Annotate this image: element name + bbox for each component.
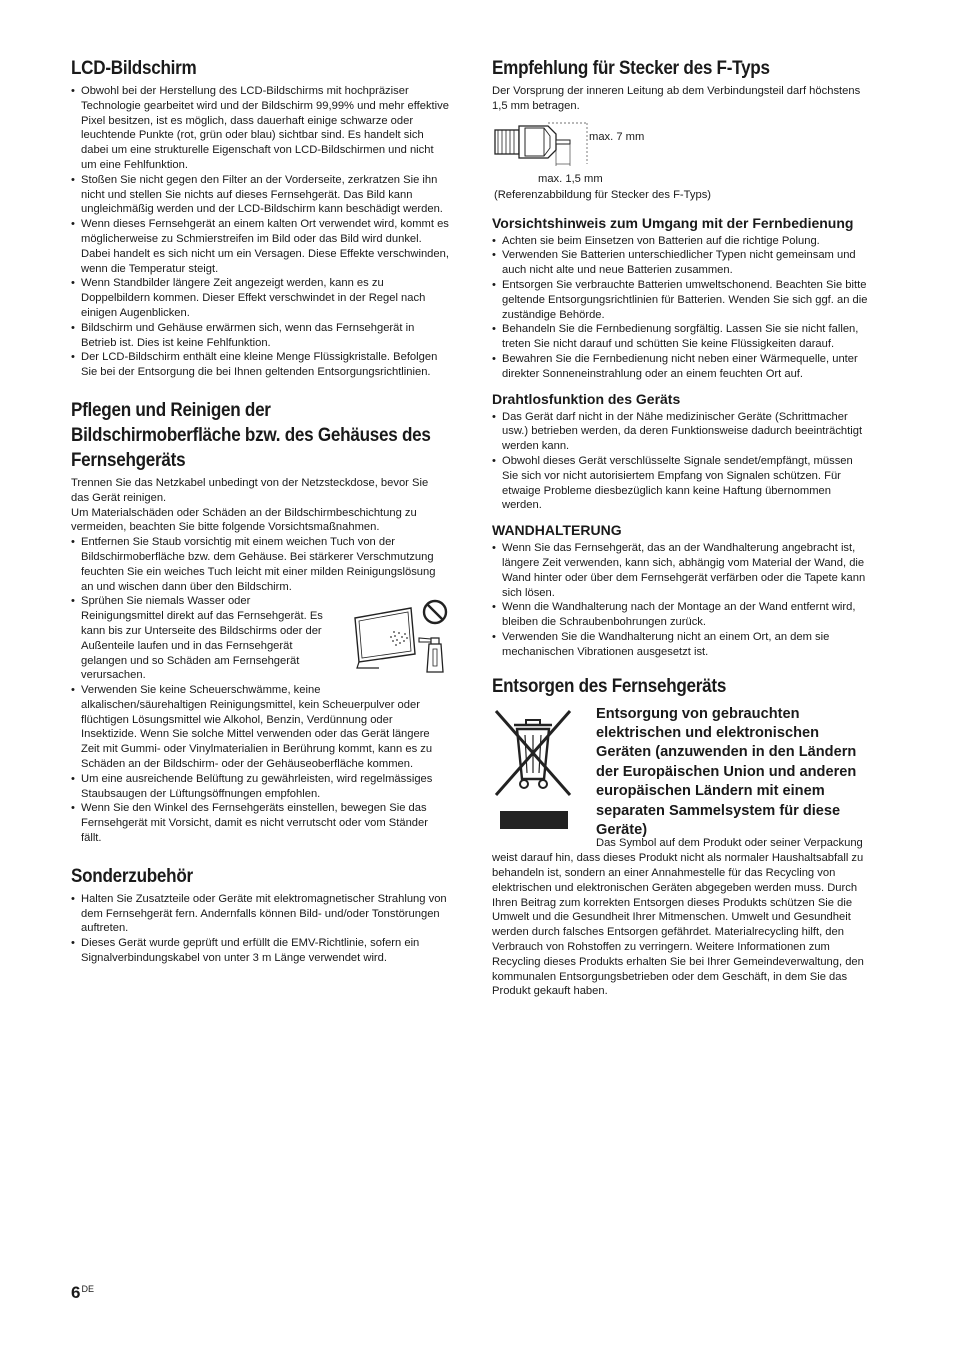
language-code: DE [81, 1284, 94, 1294]
crossed-bin-icon [492, 705, 574, 831]
disposal-text: Das Symbol auf dem Produkt oder seiner Verpackung weist darauf hin, dass dieses Produkt nicht als normaler Haushaltsabfall zu behandeln ist, sondern an einer Annahmestelle für das Recycling von elektrischen und elektronischen Geräten abgegeben werden muss. Durch Ihren Beitrag zum korrekten Entsorgen dieses Produkts schützen Sie die Umwelt und die Gesundheit Ihrer Mitmenschen. Umwelt und Gesundheit werden durch falsches Entsorgen gefährdet. Materialrecycling hilft, den Verbrauch von Rohstoffen zu verringern. Weitere Informationen zum Recycling dieses Produkts erhalten Sie bei Ihrer Gemeindeverwaltung, den kommunalen Entsorgungsbetrieben oder dem Geschäft, in dem Sie das Produkt gekauft haben. [492, 837, 864, 998]
list-item: • Bildschirm und Gehäuse erwärmen sich, wenn das Fernsehgerät in Betrieb ist. Dies ist keine Fehlfunktion. [71, 321, 449, 351]
care-heading-line: Bildschirmoberfläche bzw. des Gehäuses des [71, 424, 431, 446]
list-item: • Verwenden Sie keine Scheuerschwämme, keine alkalischen/säurehaltigen Reinigungsmittel, kein Scheuerpulver oder flüchtigen Lösungsmittel wie Alkohol, Benzin, Verdünnung oder Insektizide. Wenn Sie solche Mittel verwenden oder das Gerät längere Zeit mit Gummi- oder Vinylmaterialien in Berührung kommt, kann es zu Schäden an der Bildschirm- oder der Gehäuseoberfläche kommen. [71, 683, 449, 772]
weee-block [492, 705, 870, 841]
care-list-rest [71, 683, 449, 846]
lcd-list [71, 84, 449, 380]
plug-heading: Empfehlung für Stecker des F-Typs [492, 58, 770, 79]
page-number [71, 1282, 94, 1301]
care-heading-line: Fernsehgeräts [71, 449, 186, 471]
right-column [492, 56, 870, 999]
plug-text: Der Vorsprung der inneren Leitung ab dem Verbindungsteil darf höchstens 1,5 mm betragen. [492, 85, 861, 112]
page-number-value: 6 [71, 1283, 81, 1302]
list-item: • Stoßen Sie nicht gegen den Filter an der Vorderseite, zerkratzen Sie ihn nicht und stellen Sie nichts auf dieses Fernsehgerät. Das Bild kann ungleichmäßig werden und der LCD-Bildschirm kann beschädigt werden. [71, 173, 449, 217]
list-item: • Wenn dieses Fernsehgerät an einem kalten Ort verwendet wird, kommt es möglicherweise zu Schmierstreifen im Bild oder das Bild wird dunkel. Dabei handelt es sich nicht um ein Versagen. Diese Effekte verschwinden, wenn die Temperatur steigt. [71, 217, 449, 276]
list-item: • Wenn Standbilder längere Zeit angezeigt werden, kann es zu Doppelbildern kommen. Dieser Effekt verschwindet in der Regel nach einigen Augenblicken. [71, 276, 449, 320]
list-item: • Das Gerät darf nicht in der Nähe medizinischer Geräte (Schrittmacher usw.) betrieben werden, da deren Funktionsweise dadurch beeinträchtigt werden kann. [492, 410, 870, 454]
accessories-heading: Sonderzubehör [71, 865, 193, 887]
list-item: • Wenn Sie das Fernsehgerät, das an der Wandhalterung angebracht ist, längere Zeit verwenden, kann sich, abhängig vom Material der Wand, die Wand hinter oder über dem Fernsehgerät verfärben oder die Tapete kann sich lösen. [492, 541, 870, 600]
care-heading-line: Pflegen und Reinigen der [71, 399, 271, 421]
list-item: • Verwenden Sie die Wandhalterung nicht an einem Ort, an dem sie mechanischen Vibrationen ausgesetzt ist. [492, 630, 870, 660]
list-item: • Dieses Gerät wurde geprüft und erfüllt die EMV-Richtlinie, sofern ein Signalverbindungskabel von unter 3 m Länge verwendet wird. [71, 936, 449, 966]
care-spray-block [71, 594, 449, 683]
list-item: • Bewahren Sie die Fernbedienung nicht neben einer Wärmequelle, unter direkter Sonneneinstrahlung oder an einem feuchten Ort auf. [492, 352, 870, 382]
wireless-list [492, 410, 870, 514]
left-column [71, 56, 449, 966]
list-item: • Entfernen Sie Staub vorsichtig mit einem weichen Tuch von der Bildschirmoberfläche bzw. dem Gehäuse. Bei stärkerer Verschmutzung feuchten Sie ein weiches Tuch leicht mit einer milden Reinigungslösung an und wischen dann über den Bildschirm. [71, 535, 449, 594]
remote-heading: Vorsichtshinweis zum Umgang mit der Fernbedienung [492, 214, 854, 231]
list-item: • Entsorgen Sie verbrauchte Batterien umweltschonend. Beachten Sie bitte geltende Entsorgungsrichtlinien für Batterien. Wenden Sie sich ggf. an die zuständige Behörde. [492, 278, 870, 322]
plug-label-max7: max. 7 mm [589, 130, 645, 143]
lcd-heading: LCD-Bildschirm [71, 58, 197, 79]
plug-caption: (Referenzabbildung für Stecker des F-Typs) [494, 188, 712, 201]
wallmount-heading: WANDHALTERUNG [492, 522, 622, 539]
wallmount-list [492, 541, 870, 659]
list-item: • Verwenden Sie Batterien unterschiedlicher Typen nicht gemeinsam und auch nicht alte und neue Batterien zusammen. [492, 248, 870, 278]
list-item: • Wenn die Wandhalterung nach der Montage an der Wand entfernt wird, bleiben die Schraubenbohrungen zurück. [492, 600, 870, 630]
remote-list [492, 234, 870, 382]
care-intro: Um Materialschäden oder Schäden an der Bildschirmbeschichtung zu vermeiden, beachten Sie bitte folgende Vorsichtsmaßnahmen. [71, 506, 417, 534]
list-item: • Obwohl dieses Gerät verschlüsselte Signale sendet/empfängt, müssen Sie sich vor nicht autorisiertem Empfang von Signalen schützen. Für etwaige Probleme diesbezüglich kann keine Haftung übernommen werden. [492, 454, 870, 513]
accessories-list [71, 892, 449, 966]
list-item: • Sprühen Sie niemals Wasser oder Reinigungsmittel direkt auf das Fernsehgerät. Es kann bis zur Unterseite des Bildschirms oder der Außenteile laufen und in das Fernsehgerät gelangen und so Schäden am Fernsehgerät verursachen. [71, 594, 333, 683]
disposal-heading: Entsorgen des Fernsehgeräts [492, 675, 727, 697]
plug-figure [492, 120, 870, 206]
weee-heading: Entsorgung von gebrauchten elektrischen und elektronischen Geräten (anzuwenden in den Ländern der Europäischen Union und anderen europäischen Ländern mit einem separaten Sammelsystem für diese Geräte) [596, 705, 857, 838]
no-spray-icon [349, 596, 449, 676]
plug-label-max15: max. 1,5 mm [538, 172, 603, 185]
wireless-heading: Drahtlosfunktion des Geräts [492, 390, 681, 407]
care-spray-list [71, 594, 333, 683]
list-item: • Halten Sie Zusatzteile oder Geräte mit elektromagnetischer Strahlung von dem Fernsehgerät fern. Andernfalls können Bild- und/oder Tonstörungen auftreten. [71, 892, 449, 936]
list-item: • Wenn Sie den Winkel des Fernsehgeräts einstellen, bewegen Sie das Fernsehgerät mit Vorsicht, damit es nicht verrutscht oder vom Ständer fällt. [71, 801, 449, 845]
f-plug-icon [492, 120, 592, 170]
care-heading [71, 398, 449, 473]
list-item: • Um eine ausreichende Belüftung zu gewährleisten, wird regelmässiges Staubsaugen der Lüftungsöffnungen empfohlen. [71, 772, 449, 802]
care-list [71, 535, 449, 594]
list-item: • Der LCD-Bildschirm enthält eine kleine Menge Flüssigkristalle. Befolgen Sie bei der Entsorgung die bei Ihnen geltenden Entsorgungsrichtlinien. [71, 350, 449, 380]
list-item: • Behandeln Sie die Fernbedienung sorgfältig. Lassen Sie sie nicht fallen, treten Sie nicht darauf und schütten Sie keine Flüssigkeiten darauf. [492, 322, 870, 352]
care-intro: Trennen Sie das Netzkabel unbedingt von der Netzsteckdose, bevor Sie das Gerät reinigen. [71, 476, 429, 504]
list-item: • Achten sie beim Einsetzen von Batterien auf die richtige Polung. [492, 234, 870, 249]
list-item: • Obwohl bei der Herstellung des LCD-Bildschirms mit hochpräziser Technologie gearbeitet wird und der Bildschirm 99,99% und mehr effektive Pixel besitzen, ist es möglich, dass dauerhaft einige schwarze oder leuchtende Punkte (rot, grün oder blau) sichtbar sind. Es handelt sich dabei um eine strukturelle Eigenschaft von LCD-Bildschirmen und nicht um eine Fehlfunktion. [71, 84, 449, 173]
